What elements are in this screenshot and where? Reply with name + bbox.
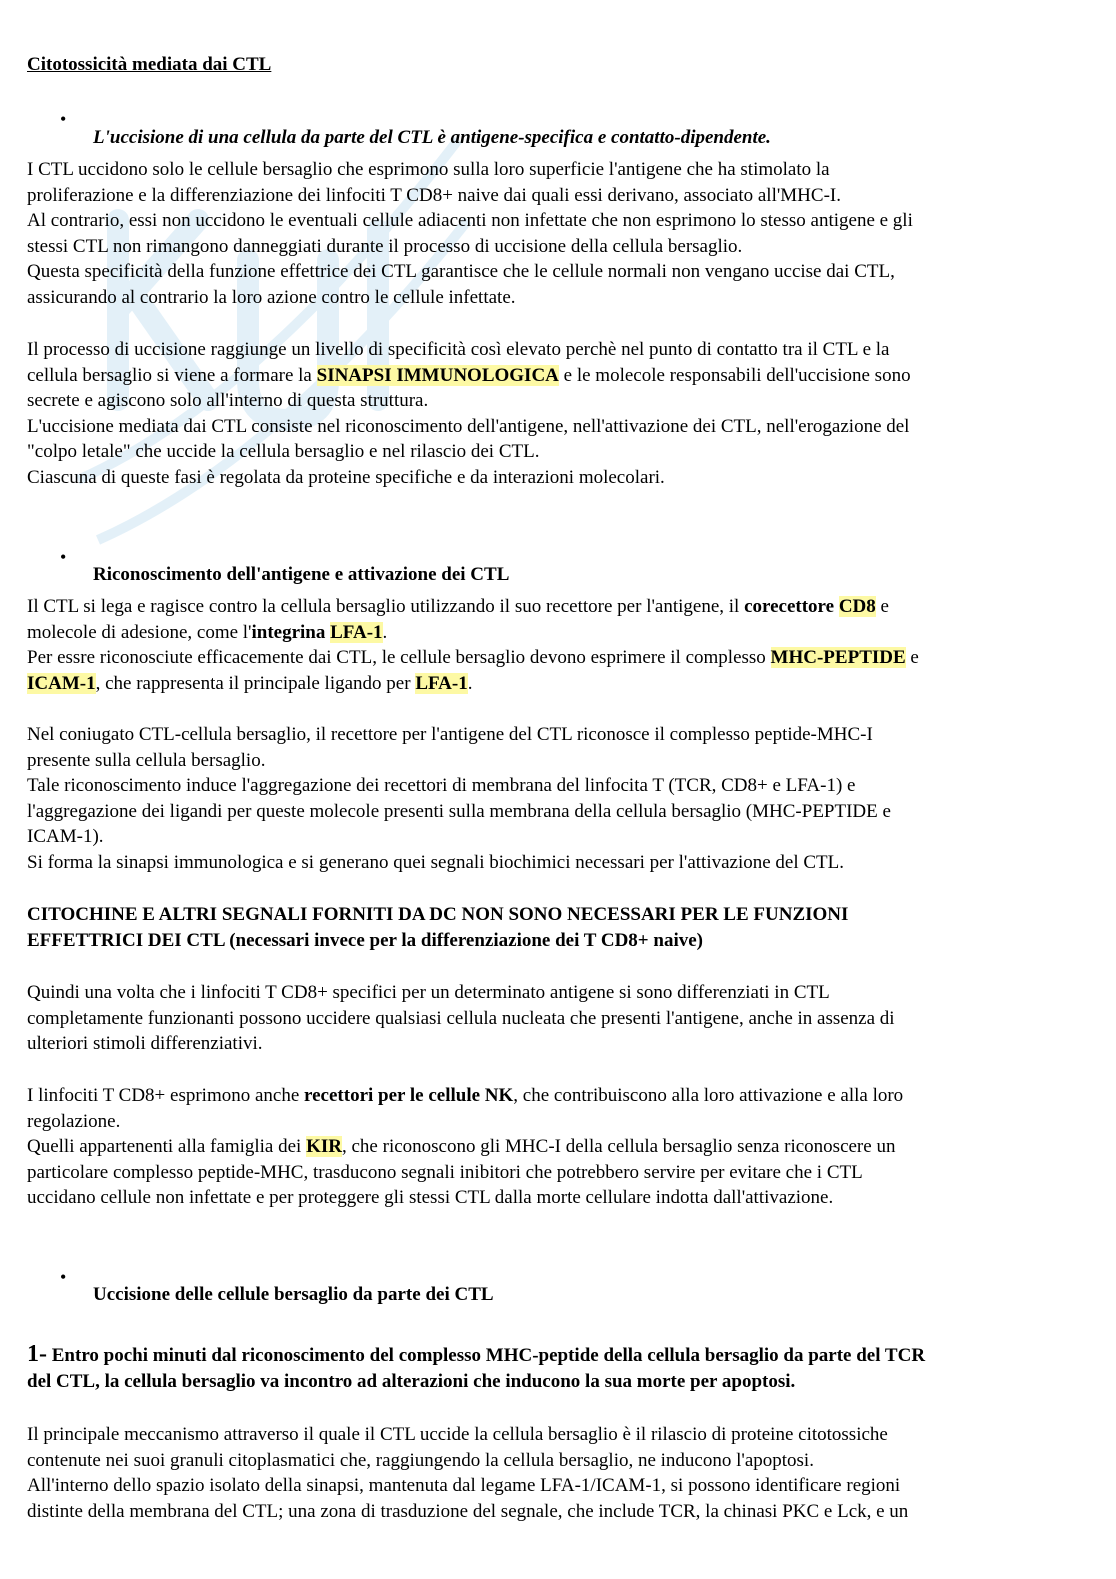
text-line: Si forma la sinapsi immunologica e si generano quei segnali biochimici necessari per l'attivazione del CTL. (27, 851, 845, 873)
text-line: Quindi una volta che i linfociti T CD8+ specifici per un determinato antigene si sono differenziati in CTL (27, 982, 830, 1003)
bullet-marker: • (60, 1267, 67, 1287)
text-line: presente sulla cellula bersaglio. (27, 749, 266, 771)
paragraph-8-step-1 (27, 1342, 1091, 1394)
text-line: del CTL, la cellula bersaglio va incontro ad alterazioni che inducono la sua morte per apoptosi. (27, 1370, 796, 1392)
paragraph-2 (27, 337, 1091, 491)
text-line: contenute nei suoi granuli citoplasmatici che, raggiungendo la cellula bersaglio, ne inducono l'apoptosi. (27, 1449, 814, 1471)
text-line: Questa specificità della funzione effettrice dei CTL garantisce che le cellule normali non vengano uccise dai CTL, (27, 261, 895, 283)
text-line: regolazione. (27, 1110, 121, 1132)
text-line: secrete e agiscono solo all'interno di questa struttura. (27, 390, 429, 412)
text-line: EFFETTRICI DEI CTL (necessari invece per la differenziazione dei T CD8+ naive) (27, 929, 703, 951)
text-line: CITOCHINE E ALTRI SEGNALI FORNITI DA DC NON SONO NECESSARI PER LE FUNZIONI (27, 904, 849, 925)
text-line: l'aggregazione dei ligandi per queste molecole presenti sulla membrana della cellula bersaglio (MHC-PEPTIDE e (27, 800, 891, 822)
highlight-lfa1: LFA-1 (415, 672, 468, 694)
highlight-kir: KIR (306, 1136, 342, 1158)
text-line: ICAM-1). (27, 826, 104, 848)
paragraph-7 (27, 1083, 1091, 1211)
text-line: Il CTL si lega e ragisce contro la cellula bersaglio utilizzando il suo recettore per l'antigene, il (27, 596, 745, 617)
text-line: , che rappresenta il principale ligando per (95, 672, 416, 694)
text-line: assicurando al contrario la loro azione contro le cellule infettate. (27, 286, 516, 308)
highlight-mhc-peptide: MHC-PEPTIDE (770, 647, 906, 669)
text-line: stessi CTL non rimangono danneggiati durante il processo di uccisione della cellula bersaglio. (27, 235, 743, 257)
highlight-lfa1: LFA-1 (330, 621, 383, 643)
paragraph-1 (27, 157, 1091, 311)
text-line: L'uccisione mediata dai CTL consiste nel riconoscimento dell'antigene, nell'attivazione dei CTL, nell'erogazione del (27, 415, 910, 437)
text-line: e (905, 647, 919, 669)
text-line: Tale riconoscimento induce l'aggregazione dei recettori di membrana del linfocita T (TCR, CD8+ e LFA-1) e (27, 775, 856, 797)
bullet-heading-2: Riconoscimento dell'antigene e attivazione dei CTL (93, 564, 510, 585)
paragraph-5-emphasis (27, 902, 1091, 953)
paragraph-6 (27, 980, 1091, 1057)
text-line: ulteriori stimoli differenziativi. (27, 1033, 263, 1055)
text-line: All'interno dello spazio isolato della sinapsi, mantenuta dal legame LFA-1/ICAM-1, si possono identificare regioni (27, 1475, 901, 1497)
page-title: Citotossicità mediata dai CTL (27, 54, 272, 75)
text-line: Al contrario, essi non uccidono le eventuali cellule adiacenti non infettate che non esprimono lo stesso antigene e gli (27, 210, 913, 232)
text-line: . (382, 621, 388, 643)
bullet-marker: • (60, 109, 67, 129)
text-line: Nel coniugato CTL-cellula bersaglio, il recettore per l'antigene del CTL riconosce il complesso peptide-MHC-I (27, 724, 873, 745)
paragraph-4 (27, 722, 1091, 876)
bold-term: corecettore (744, 596, 835, 617)
bullet-heading-1: L'uccisione di una cellula da parte del CTL è antigene-specifica e contatto-dipendente. (93, 127, 771, 148)
text-line: Entro pochi minuti dal riconoscimento del complesso MHC-peptide della cellula bersaglio da parte del TCR (47, 1345, 926, 1366)
text-line: e (875, 596, 889, 617)
text-line: , che riconoscono gli MHC-I della cellula bersaglio senza riconoscere un (342, 1136, 896, 1158)
paragraph-9 (27, 1422, 1091, 1524)
text-line: Il principale meccanismo attraverso il quale il CTL uccide la cellula bersaglio è il rilascio di proteine citotossiche (27, 1424, 888, 1445)
text-line: Ciascuna di queste fasi è regolata da proteine specifiche e da interazioni molecolari. (27, 466, 665, 488)
text-line: , che contribuiscono alla loro attivazione e alla loro (513, 1085, 904, 1106)
text-line: I CTL uccidono solo le cellule bersaglio che esprimono sulla loro superficie l'antigene che ha stimolato la (27, 159, 830, 180)
highlight-icam1: ICAM-1 (27, 672, 96, 694)
bullet-marker: • (60, 547, 67, 567)
text-line: uccidano cellule non infettate e per proteggere gli stessi CTL dalla morte cellulare indotta dall'attivazione. (27, 1187, 834, 1209)
text-line: Il processo di uccisione raggiunge un livello di specificità così elevato perchè nel punto di contatto tra il CTL e la (27, 339, 890, 360)
text-line: I linfociti T CD8+ esprimono anche (27, 1085, 305, 1106)
bullet-heading-3: Uccisione delle cellule bersaglio da parte dei CTL (93, 1284, 494, 1305)
text-line: . (467, 672, 473, 694)
highlight-sinapsi: SINAPSI IMMUNOLOGICA (316, 364, 559, 386)
text-line: distinte della membrana del CTL; una zona di trasduzione del segnale, che include TCR, la chinasi PKC e Lck, e un (27, 1500, 909, 1522)
text-line: Per essre riconosciute efficacemente dai CTL, le cellule bersaglio devono esprimere il complesso (27, 647, 771, 669)
text-line: completamente funzionanti possono uccidere qualsiasi cellula nucleata che presenti l'antigene, anche in assenza di (27, 1007, 895, 1029)
text-line: "colpo letale" che uccide la cellula bersaglio e nel rilascio dei CTL. (27, 441, 540, 463)
highlight-cd8: CD8 (838, 596, 876, 617)
bold-term: recettori per le cellule NK (304, 1085, 514, 1106)
paragraph-3 (27, 594, 1091, 696)
text-line: cellula bersaglio si viene a formare la (27, 364, 317, 386)
text-line: particolare complesso peptide-MHC, trasducono segnali inibitori che potrebbero servire per evitare che i CTL (27, 1161, 863, 1183)
step-number: 1- (27, 1341, 47, 1367)
bold-term: integrina (251, 621, 326, 643)
text-line: proliferazione e la differenziazione dei linfociti T CD8+ naive dai quali essi derivano, associato all'MHC-I. (27, 184, 841, 206)
text-line: e le molecole responsabili dell'uccisione sono (558, 364, 911, 386)
text-line: Quelli appartenenti alla famiglia dei (27, 1136, 307, 1158)
text-line: molecole di adesione, come l' (27, 621, 252, 643)
